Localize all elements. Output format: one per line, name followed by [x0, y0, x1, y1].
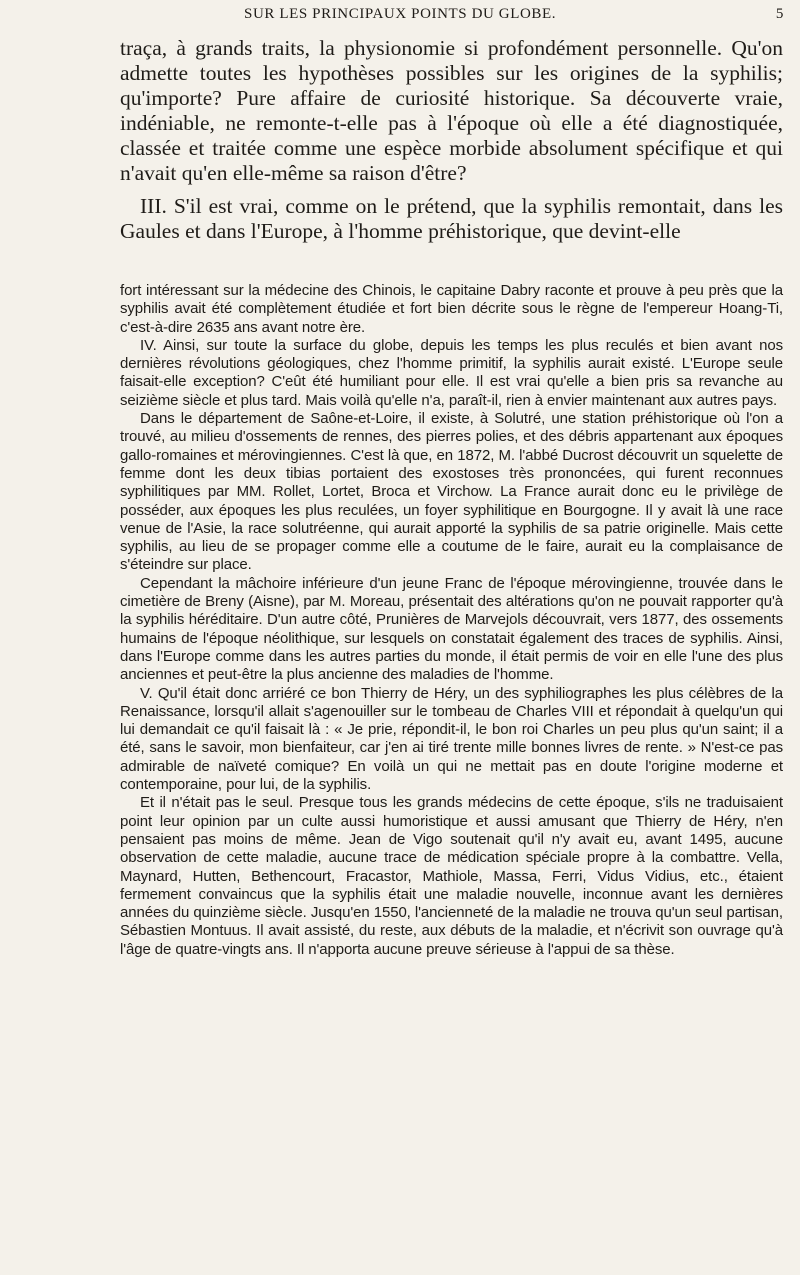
paragraph-merovingian: Cependant la mâchoire inférieure d'un jeune Franc de l'époque mérovingienne, trouvée dans le cimetière de Breny (Aisne), par M. Moreau, présentait des altérations qu'on ne pouvait rapporter qu'à la syphilis héréditaire. D'un autre côté, Prunières de Marvejols découvrait, vers 1877, des ossements humains de l'époque néolithique, sur lesquels on constatait également des traces de syphilis. Ainsi, dans l'Europe comme dans les autres parties du monde, il était permis de voir en elle l'une des plus anciennes et peut-être la plus ancienne des maladies de l'homme.	[120, 574, 783, 684]
paragraph-solutre: Dans le département de Saône-et-Loire, il existe, à Solutré, une station préhistorique où l'on a trouvé, au milieu d'ossements de rennes, des pierres polies, et des débris appartenant aux époques gallo-romaines et mérovingiennes. C'est là que, en 1872, M. l'abbé Ducrost découvrit un squelette de femme dont les deux tibias portaient des exostoses très prononcées, qui furent reconnues syphilitiques par MM. Rollet, Lortet, Broca et Virchow. La France aurait donc eu le privilège de posséder, aux époques les plus reculées, un foyer syphilitique en Bourgogne. Il y avait là une race venue de l'Asie, la race solutréenne, qui aurait apporté la syphilis de sa patrie originelle. Mais cette syphilis, au lieu de se propager comme elle a coutume de le faire, aurait eu la complaisance de s'éteindre sur place.	[120, 410, 783, 574]
page-number: 5	[775, 6, 784, 22]
paragraph-section-v: V. Qu'il était donc arriéré ce bon Thierry de Héry, un des syphiliographes les plus célèbres de la Renaissance, lorsqu'il allait s'agenouiller sur le tombeau de Charles VIII et répondait à quelqu'un qui lui demandait ce qu'il faisait là : « Je prie, répondit-il, le bon roi Charles un peu plus qu'un saint; il a été, sans le savoir, mon bienfaiteur, car j'en ai tiré trente mille bonnes livres de rente. » N'est-ce pas admirable de naïveté comique? En voilà un qui ne mettait pas en doute l'origine moderne et contemporaine, pour lui, de la syphilis.	[120, 684, 783, 794]
running-header	[244, 6, 784, 28]
running-title: SUR LES PRINCIPAUX POINTS DU GLOBE.	[244, 6, 557, 22]
small-print-block	[120, 282, 783, 959]
paragraph-section-iv: IV. Ainsi, sur toute la surface du globe, depuis les temps les plus reculés et bien avant nos dernières révolutions géologiques, chez l'homme primitif, la syphilis aurait existé. L'Europe seule faisait-elle exception? C'eût été humiliant pour elle. Il est vrai qu'elle a bien pris sa revanche au seizième siècle et plus tard. Mais voilà qu'elle n'a, paraît-il, rien à envier maintenant aux autres pays.	[120, 336, 783, 409]
paragraph-section-iii: III. S'il est vrai, comme on le prétend, que la syphilis remontait, dans les Gaules et dans l'Europe, à l'homme préhistorique, que devint-elle	[120, 194, 783, 243]
paragraph-renaissance-physicians: Et il n'était pas le seul. Presque tous les grands médecins de cette époque, s'ils ne traduisaient point leur opinion par un culte aussi humoristique et aussi amusant que Thierry de Héry, n'en pensaient pas moins de même. Jean de Vigo soutenait qu'il n'y avait eu, avant 1495, aucune observation de cette maladie, aucune trace de médication spéciale propre à la combattre. Vella, Maynard, Hutten, Bethencourt, Fracastor, Mathiole, Massa, Ferri, Vidus Vidius, etc., étaient fermement convaincus que la syphilis était une maladie nouvelle, inconnue avant les dernières années du quinzième siècle. Jusqu'en 1550, l'ancienneté de la maladie ne trouva qu'un seul partisan, Sébastien Montuus. Il avait assisté, du reste, aux débuts de la maladie, et n'écrivit son ouvrage qu'à l'âge de quatre-vingts ans. Il n'apporta aucune preuve sérieuse à l'appui de sa thèse.	[120, 794, 783, 958]
paragraph-chinese-medicine: fort intéressant sur la médecine des Chinois, le capitaine Dabry raconte et prouve à peu près que la syphilis avait été complètement étudiée et fort bien décrite sous le règne de l'empereur Hoang-Ti, c'est-à-dire 2635 ans avant notre ère.	[120, 282, 783, 336]
paragraph-continuation: traça, à grands traits, la physionomie si profondément personnelle. Qu'on admette toutes les hypothèses possibles sur les origines de la syphilis; qu'importe? Pure affaire de curiosité historique. Sa découverte vraie, indéniable, ne remonte-t-elle pas à l'époque où elle a été diagnostiquée, classée et traitée comme une espèce morbide absolument spécifique et qui n'avait qu'en elle-même sa raison d'être?	[120, 36, 783, 185]
main-text-block	[120, 36, 783, 244]
